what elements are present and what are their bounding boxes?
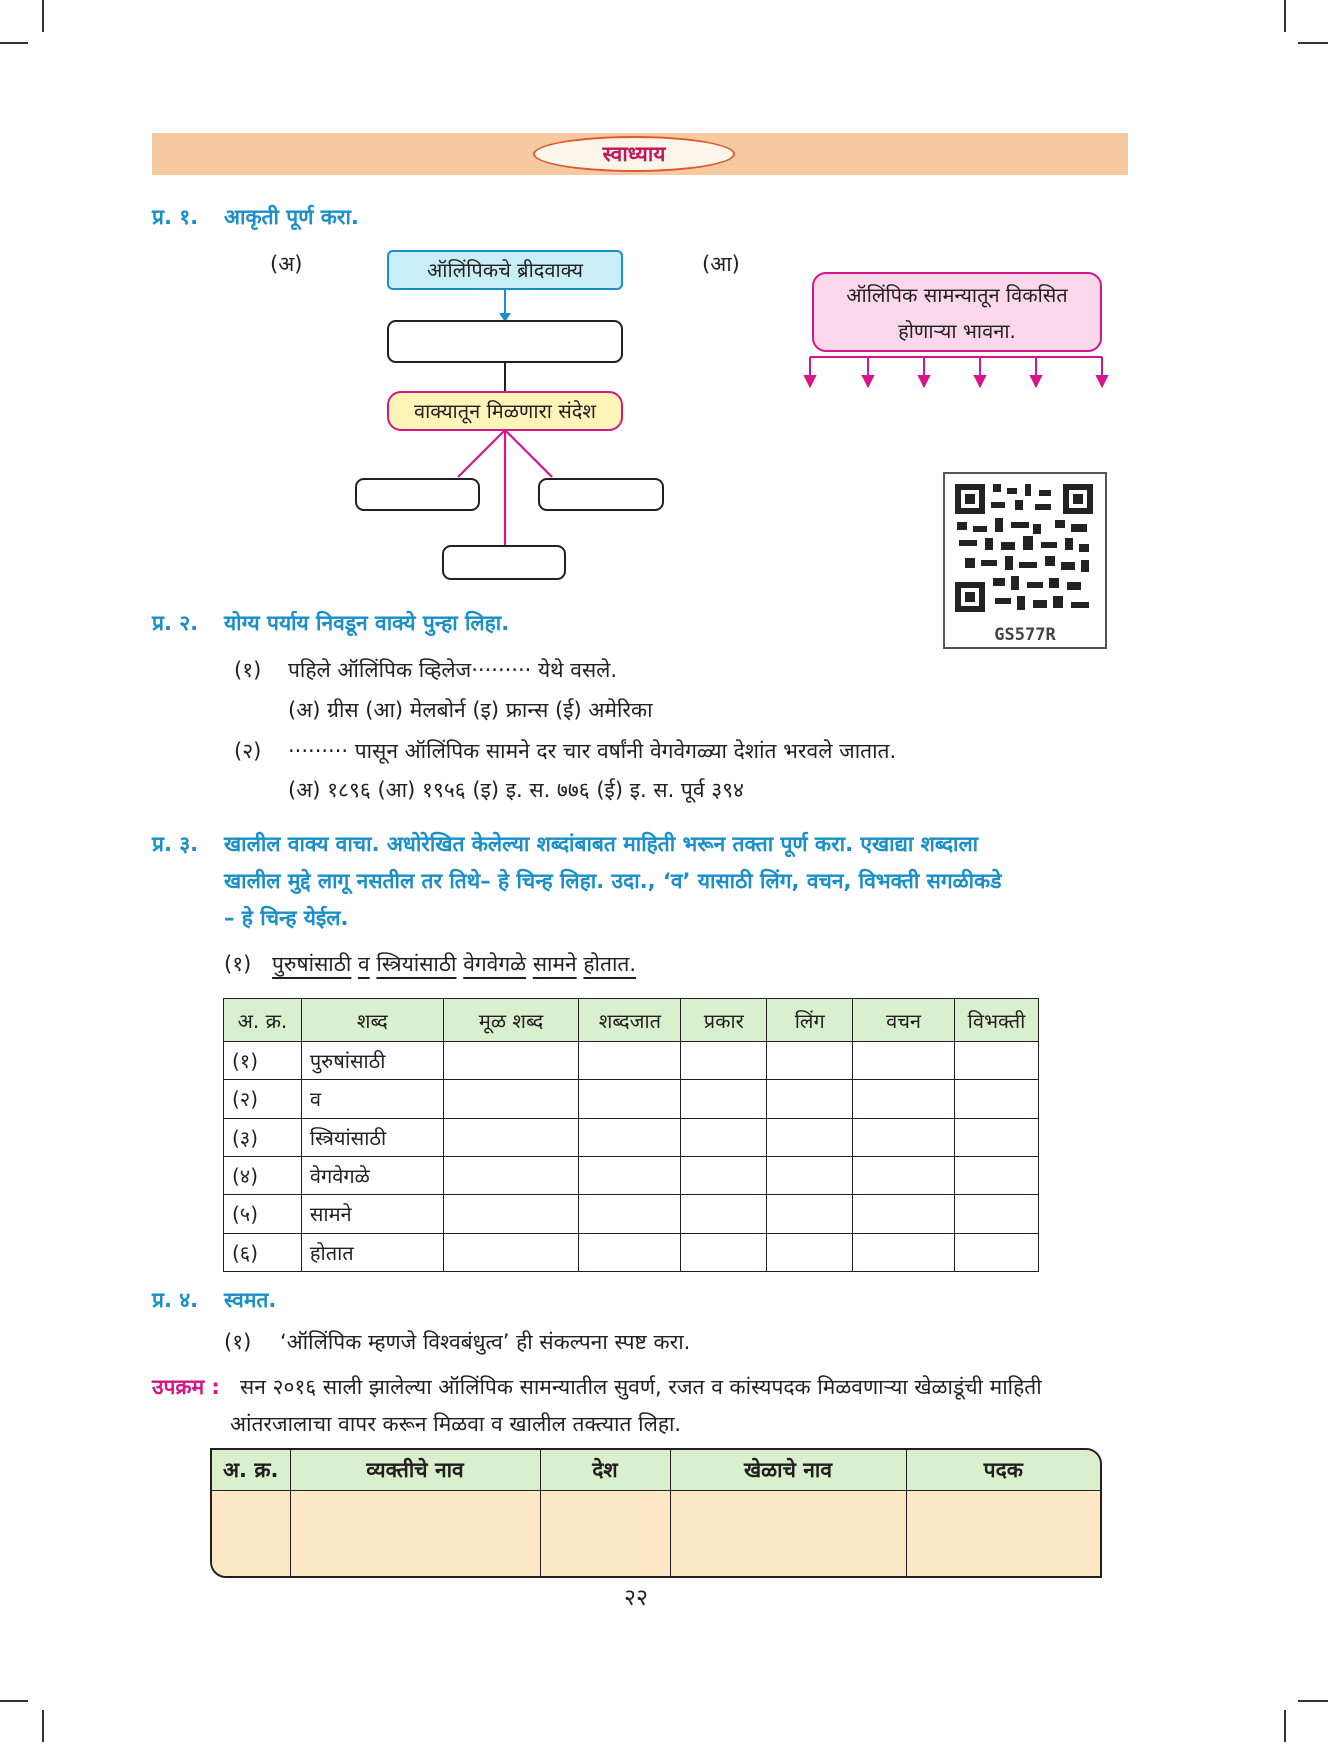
table-row [224, 1195, 1039, 1233]
answer-cell[interactable] [579, 1042, 681, 1080]
underlined-word: व [358, 952, 370, 976]
table-header: शब्दजात [579, 999, 681, 1042]
underlined-word: होतात. [583, 952, 637, 976]
blank-motto-box[interactable] [387, 320, 623, 363]
table-header: खेळाचे नाव [670, 1450, 906, 1491]
q3-sentence-num: (१) [224, 952, 252, 976]
table-row [224, 1233, 1039, 1271]
answer-cell[interactable] [955, 1233, 1039, 1271]
feelings-box-line2: होणाऱ्या भावना. [898, 319, 1016, 343]
answer-cell[interactable] [681, 1195, 767, 1233]
q2-item1-sentence: पहिले ऑलिंपिक व्हिलेज········· येथे वसले. [288, 658, 618, 682]
underlined-word: सामने [532, 952, 577, 976]
underlined-word: वेगवेगळे [463, 952, 527, 976]
answer-cell[interactable] [853, 1080, 955, 1118]
crop-mark [0, 1700, 28, 1702]
crop-mark [42, 1710, 44, 1742]
row-word: स्त्रियांसाठी [301, 1118, 443, 1156]
answer-cell[interactable] [681, 1233, 767, 1271]
answer-cell[interactable] [767, 1042, 853, 1080]
answer-cell[interactable] [853, 1195, 955, 1233]
answer-cell[interactable] [853, 1233, 955, 1271]
row-word: सामने [301, 1195, 443, 1233]
answer-cell[interactable] [212, 1491, 290, 1577]
table-header: देश [540, 1450, 670, 1491]
message-box: वाक्यातून मिळणारा संदेश [387, 391, 623, 431]
q2-item2-options: (अ) १८९६ (आ) १९५६ (इ) इ. स. ७७६ (ई) इ. स. पूर्व ३९४ [288, 778, 744, 802]
row-number: (१) [224, 1042, 302, 1080]
q3-label: प्र. ३. [152, 832, 199, 856]
q1-part-a-marker: (अ) [270, 252, 303, 276]
answer-cell[interactable] [681, 1156, 767, 1194]
answer-cell[interactable] [681, 1080, 767, 1118]
answer-cell[interactable] [767, 1195, 853, 1233]
answer-cell[interactable] [670, 1491, 906, 1577]
q3-line2: खालील मुद्दे लागू नसतील तर तिथे– हे चिन्ह लिहा. उदा., ‘व’ यासाठी लिंग, वचन, विभक्ती सगळीकडे [224, 869, 1002, 893]
q3-line1: खालील वाक्य वाचा. अधोरेखित केलेल्या शब्दांबाबत माहिती भरून तक्ता पूर्ण करा. एखाद्या शब्दाला [224, 832, 979, 856]
crop-mark [42, 0, 44, 32]
table-header: व्यक्तीचे नाव [290, 1450, 540, 1491]
row-word: व [301, 1080, 443, 1118]
answer-cell[interactable] [853, 1156, 955, 1194]
table-header: पदक [906, 1450, 1100, 1491]
q4-label: प्र. ४. [152, 1288, 199, 1312]
row-number: (६) [224, 1233, 302, 1271]
answer-cell[interactable] [955, 1156, 1039, 1194]
answer-cell[interactable] [767, 1118, 853, 1156]
q2-label: प्र. २. [152, 611, 199, 635]
answer-cell[interactable] [290, 1491, 540, 1577]
answer-cell[interactable] [579, 1080, 681, 1118]
answer-cell[interactable] [955, 1118, 1039, 1156]
section-title: स्वाध्याय [533, 136, 735, 172]
table-header: अ. क्र. [212, 1450, 290, 1491]
table-row [224, 1042, 1039, 1080]
blank-message-box-bottom[interactable] [442, 545, 566, 580]
q2-item2-sentence: ········· पासून ऑलिंपिक सामने दर चार वर्षांनी वेगवेगळ्या देशांत भरवले जातात. [288, 739, 897, 763]
q1-part-b-marker: (आ) [702, 252, 740, 276]
row-number: (२) [224, 1080, 302, 1118]
row-number: (३) [224, 1118, 302, 1156]
row-number: (४) [224, 1156, 302, 1194]
underlined-word: पुरुषांसाठी [272, 952, 352, 976]
table-row [224, 1156, 1039, 1194]
feelings-box-line1: ऑलिंपिक सामन्यातून विकसित [846, 283, 1068, 307]
crop-mark [1298, 1700, 1328, 1702]
answer-cell[interactable] [443, 1156, 579, 1194]
table-header-row [224, 999, 1039, 1042]
medal-table [210, 1448, 1102, 1578]
q2-item1-num: (१) [234, 658, 262, 682]
answer-cell[interactable] [955, 1195, 1039, 1233]
table-row [224, 1118, 1039, 1156]
motto-box: ऑलिंपिकचे ब्रीदवाक्य [387, 250, 623, 290]
answer-cell[interactable] [540, 1491, 670, 1577]
answer-cell[interactable] [579, 1118, 681, 1156]
answer-cell[interactable] [681, 1118, 767, 1156]
crop-mark [1284, 1710, 1286, 1742]
answer-cell[interactable] [443, 1195, 579, 1233]
q1-text: आकृती पूर्ण करा. [224, 205, 359, 229]
table-header: विभक्ती [955, 999, 1039, 1042]
table-header-row [212, 1450, 1100, 1491]
answer-cell[interactable] [955, 1080, 1039, 1118]
answer-cell[interactable] [681, 1042, 767, 1080]
activity-line2: आंतरजालाचा वापर करून मिळवा व खालील तक्त्यात लिहा. [230, 1412, 682, 1436]
answer-cell[interactable] [906, 1491, 1100, 1577]
q2-text: योग्य पर्याय निवडून वाक्ये पुन्हा लिहा. [224, 611, 510, 635]
q1-label: प्र. १. [152, 205, 199, 229]
table-header: वचन [853, 999, 955, 1042]
answer-cell[interactable] [443, 1233, 579, 1271]
q2-item2-num: (२) [234, 739, 262, 763]
row-number: (५) [224, 1195, 302, 1233]
answer-cell[interactable] [579, 1233, 681, 1271]
word-analysis-table [223, 998, 1039, 1272]
table-row [212, 1491, 1100, 1577]
answer-cell[interactable] [853, 1118, 955, 1156]
blank-message-box-right[interactable] [538, 478, 664, 511]
table-header: शब्द [301, 999, 443, 1042]
answer-cell[interactable] [443, 1080, 579, 1118]
q3-sentence [272, 950, 636, 978]
row-word: होतात [301, 1233, 443, 1271]
crop-mark [1298, 42, 1328, 44]
qr-pattern-icon [945, 474, 1105, 622]
table-header: प्रकार [681, 999, 767, 1042]
q4-item-text: ‘ऑलिंपिक म्हणजे विश्वबंधुत्व’ ही संकल्पना स्पष्ट करा. [280, 1330, 691, 1354]
qr-code[interactable] [943, 472, 1107, 649]
page-number: २२ [624, 1585, 648, 1611]
table-header: अ. क्र. [224, 999, 302, 1042]
row-word: वेगवेगळे [301, 1156, 443, 1194]
feelings-arrows [795, 350, 1115, 390]
table-row [224, 1080, 1039, 1118]
q3-line3: – हे चिन्ह येईल. [224, 906, 349, 930]
activity-label: उपक्रम : [152, 1375, 220, 1399]
table-header: मूळ शब्द [443, 999, 579, 1042]
qr-code-label: GS577R [994, 625, 1056, 645]
underlined-word: स्त्रियांसाठी [376, 952, 457, 976]
answer-cell[interactable] [767, 1156, 853, 1194]
activity-line1: सन २०१६ साली झालेल्या ऑलिंपिक सामन्यातील सुवर्ण, रजत व कांस्यपदक मिळवणाऱ्या खेळाडूंची माहिती [240, 1375, 1042, 1399]
answer-cell[interactable] [579, 1156, 681, 1194]
answer-cell[interactable] [767, 1233, 853, 1271]
feelings-box [812, 272, 1102, 352]
answer-cell[interactable] [443, 1042, 579, 1080]
answer-cell[interactable] [767, 1080, 853, 1118]
answer-cell[interactable] [955, 1042, 1039, 1080]
crop-mark [1284, 0, 1286, 32]
row-word: पुरुषांसाठी [301, 1042, 443, 1080]
q2-item1-options: (अ) ग्रीस (आ) मेलबोर्न (इ) फ्रान्स (ई) अमेरिका [288, 698, 653, 722]
answer-cell[interactable] [579, 1195, 681, 1233]
crop-mark [0, 42, 28, 44]
answer-cell[interactable] [443, 1118, 579, 1156]
q4-item-num: (१) [224, 1330, 252, 1354]
answer-cell[interactable] [853, 1042, 955, 1080]
blank-message-box-left[interactable] [355, 478, 480, 511]
q4-text: स्वमत. [224, 1288, 277, 1312]
table-header: लिंग [767, 999, 853, 1042]
